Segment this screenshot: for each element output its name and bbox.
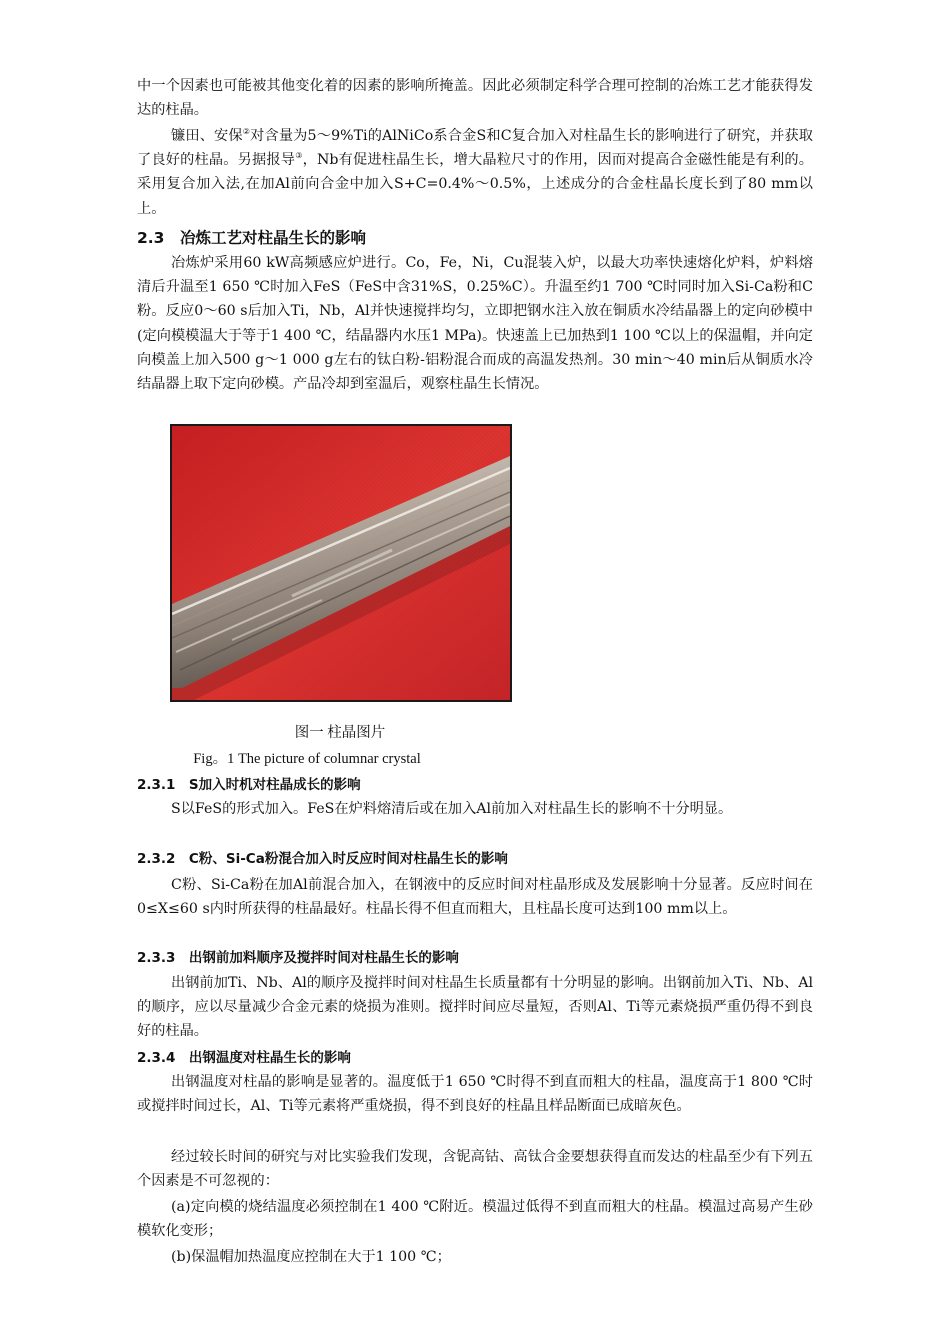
list-item-factor-b: (b)保温帽加热温度应控制在大于1 100 ℃；	[171, 1249, 451, 1265]
section-heading-2-3-2: 2.3.2 C粉、Si-Ca粉混合加入时反应时间对柱晶生长的影响	[137, 851, 508, 867]
paragraph-sulfur-timing: S以FeS的形式加入。FeS在炉料熔清后或在加入Al前加入对柱晶生长的影响不十分明显。	[171, 801, 733, 817]
columnar-crystal-photo	[170, 424, 512, 702]
paragraph-kamata-study	[137, 124, 813, 221]
figure-caption-chinese: 图一 柱晶图片	[294, 725, 386, 741]
reference-marker-2: ②	[242, 127, 251, 136]
section-heading-2-3-4: 2.3.4 出钢温度对柱晶生长的影响	[137, 1050, 351, 1066]
paragraph-charging-order: 出钢前加Ti、Nb、Al的顺序及搅拌时间对柱晶生长质量都有十分明显的影响。出钢前加入Ti、Nb、Al的顺序，应以尽量减少合金元素的烧损为准则。搅拌时间应尽量短，否则Al、Ti等元素烧损严重仍得不到良好的柱晶。	[137, 975, 813, 1040]
section-heading-2-3: 2.3 冶炼工艺对柱晶生长的影响	[137, 229, 366, 247]
section-heading-2-3-1: 2.3.1 S加入时机对柱晶成长的影响	[137, 777, 361, 793]
paragraph-kamata-text-c: ，Nb有促进柱晶生长，增大晶粒尺寸的作用，因而对提高合金磁性能是有利的。采用复合加入法,在加Al前向合金中加入S+C=0.4%～0.5%，上述成分的合金柱晶长度长到了80 mm以上。	[137, 152, 813, 217]
reference-marker-3: ③	[295, 151, 303, 161]
paragraph-tapping-temperature: 出钢温度对柱晶的影响是显著的。温度低于1 650 ℃时得不到直而粗大的柱晶，温度高于1 800 ℃时或搅拌时间过长，Al、Ti等元素将严重烧损，得不到良好的柱晶且样品断面已成暗灰色。	[137, 1074, 813, 1115]
paragraph-smelting-process: 冶炼炉采用60 kW高频感应炉进行。Co，Fe，Ni，Cu混装入炉，以最大功率快速熔化炉料，炉料熔清后升温至1 650 ℃时加入FeS（FeS中含31%S，0.25%C）。升温至约1 700 ℃时同时加入Si-Ca粉和C粉。反应0～60 s后加入Ti，Nb，Al并快速搅拌均匀，立即把钢水注入放在铜质水冷结晶器上的定向砂模中(定向模模温大于等于1 400 ℃，结晶器内水压1 MPa)。快速盖上已加热到1 100 ℃以上的保温帽，并向定向模盖上加入500 g～1 000 g左右的钛白粉-铝粉混合而成的高温发热剂。30 min～40 min后从铜质水冷结晶器上取下定向砂模。产品冷却到室温后，观察柱晶生长情况。	[137, 255, 813, 393]
crystal-photo-illustration	[172, 426, 510, 700]
paragraph-intro-continuation: 中一个因素也可能被其他变化着的因素的影响所掩盖。因此必须制定科学合理可控制的冶炼工艺才能获得发达的柱晶。	[137, 78, 813, 119]
paragraph-kamata-text-a: 镰田、安保	[171, 128, 243, 144]
list-item-factor-a: (a)定向模的烧结温度必须控制在1 400 ℃附近。模温过低得不到直而粗大的柱晶。模温过高易产生砂模软化变形；	[137, 1199, 813, 1240]
paragraph-kamata-text-b: 对含量为5～9%Ti的AlNiCo系合金S和C复合加入对柱晶生长的影响进行了研究，并获取了良好的柱晶。另据报导	[137, 128, 813, 169]
section-heading-2-3-3: 2.3.3 出钢前加料顺序及搅拌时间对柱晶生长的影响	[137, 950, 459, 966]
paragraph-five-factors: 经过较长时间的研究与对比实验我们发现，含铌高钴、高钛合金要想获得直而发达的柱晶至少有下列五个因素是不可忽视的：	[137, 1149, 813, 1190]
paragraph-carbon-reaction-time: C粉、Si-Ca粉在加Al前混合加入，在钢液中的反应时间对柱晶形成及发展影响十分显著。反应时间在0≤X≤60 s内时所获得的柱晶最好。柱晶长得不但直而粗大，且柱晶长度可达到100 mm以上。	[137, 877, 813, 918]
figure-caption-english: Fig。1 The picture of columnar crystal	[193, 751, 421, 767]
